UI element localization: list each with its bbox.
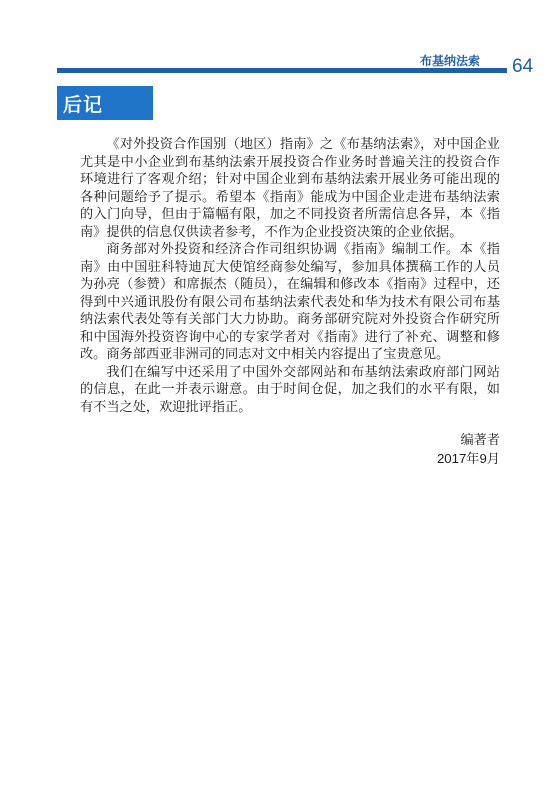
paragraph-1: 《对外投资合作国别（地区）指南》之《布基纳法索》，对中国企业尤其是中小企业到布基纳法索开展投资合作业务时普遍关注的投资合作环境进行了客观介绍；针对中国企业到布基纳法索开展业务可能出现的各种问题给予了提示。希望本《指南》能成为中国企业走进布基纳法索的入门向导，但由于篇幅有限，加之不同投资者所需信息各异，本《指南》提供的信息仅供读者参考，不作为企业投资决策的企业依据。 <box>80 137 500 240</box>
signature-date: 2017年9月 <box>436 451 500 466</box>
paragraph-2: 商务部对外投资和经济合作司组织协调《指南》编制工作。本《指南》由中国驻科特迪瓦大使馆经商参处编写，参加具体撰稿工作的人员为孙亮（参赞）和席振杰（随员），在编辑和修改本《指南》过程中，还得到中兴通讯股份有限公司布基纳法索代表处和华为技术有限公司布基纳法索代表处等有关部门大力协助。商务部研究院对外投资合作研究所和中国海外投资咨询中心的专家学者对《指南》进行了补充、调整和修改。商务部西亚非洲司的同志对文中相关内容提出了宝贵意见。 <box>80 242 500 362</box>
running-head-title: 布基纳法索 <box>420 54 481 68</box>
signature-block <box>437 432 500 468</box>
header-rule <box>57 68 507 73</box>
page-number: 64 <box>512 56 534 77</box>
body-text <box>80 136 500 416</box>
signature-author: 编著者 <box>460 433 500 448</box>
section-title: 后记 <box>63 93 104 116</box>
section-title-bar <box>57 86 153 120</box>
paragraph-3: 我们在编写中还采用了中国外交部网站和布基纳法索政府部门网站的信息，在此一并表示谢意。由于时间仓促，加之我们的水平有限，如有不当之处，欢迎批评指正。 <box>80 364 500 415</box>
